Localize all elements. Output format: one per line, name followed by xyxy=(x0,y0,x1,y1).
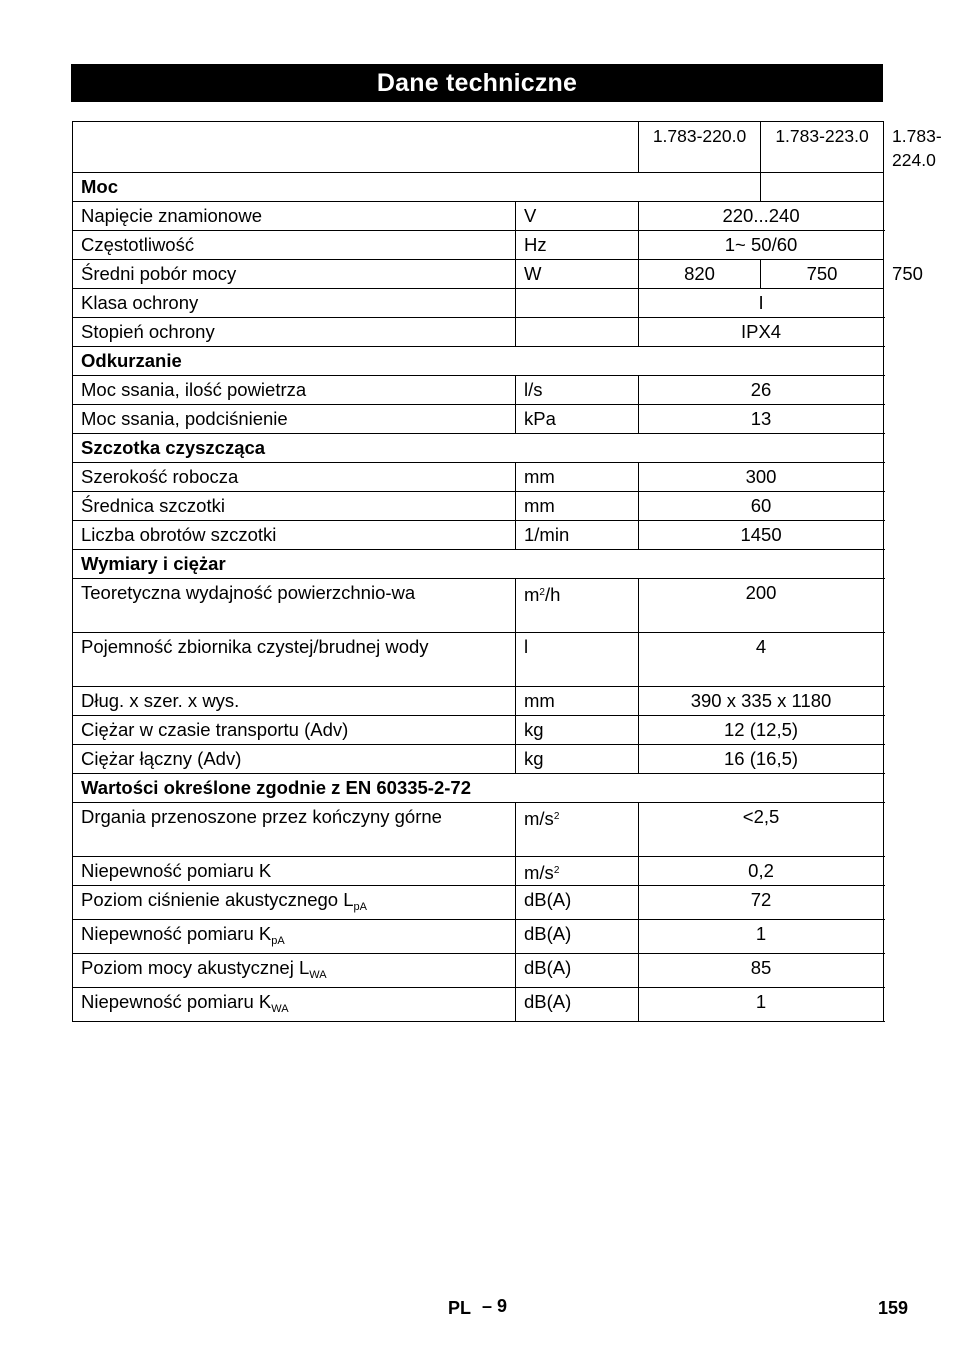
table-row xyxy=(73,492,884,521)
row-label: Dług. x szer. x wys. xyxy=(73,687,516,716)
row-unit: mm xyxy=(516,463,639,492)
row-value: 12 (12,5) xyxy=(639,716,884,745)
row-unit xyxy=(516,803,639,857)
row-value: I xyxy=(639,289,884,318)
table-row xyxy=(73,202,884,231)
table-row xyxy=(73,318,884,347)
table-row xyxy=(73,954,884,988)
model-1: 1.783-220.0 xyxy=(639,122,761,173)
model-2: 1.783-223.0 xyxy=(761,122,884,173)
row-label: Szerokość robocza xyxy=(73,463,516,492)
table-row xyxy=(73,521,884,550)
row-label xyxy=(73,886,516,920)
row-unit xyxy=(516,857,639,886)
section-label: Odkurzanie xyxy=(73,347,884,376)
unit-rest: /h xyxy=(544,584,561,605)
row-label: Ciężar łączny (Adv) xyxy=(73,745,516,774)
row-unit: Hz xyxy=(516,231,639,260)
row-value: 200 xyxy=(639,579,884,633)
row-unit: dB(A) xyxy=(516,988,639,1022)
unit-base: m/s xyxy=(524,808,554,829)
table-row xyxy=(73,405,884,434)
row-unit: dB(A) xyxy=(516,886,639,920)
row-value: 1~ 50/60 xyxy=(639,231,884,260)
table-row xyxy=(73,633,884,687)
row-value: 220...240 xyxy=(639,202,884,231)
label-text: Poziom ciśnienie akustycznego L xyxy=(81,889,354,910)
label-text: Niepewność pomiaru K xyxy=(81,991,272,1012)
footer-section-page: – 9 xyxy=(482,1296,508,1316)
row-label: Średnica szczotki xyxy=(73,492,516,521)
row-label: Stopień ochrony xyxy=(73,318,516,347)
row-label: Napięcie znamionowe xyxy=(73,202,516,231)
section-row-odkurzanie xyxy=(73,347,884,376)
technical-data-table xyxy=(72,121,942,1022)
label-subscript: pA xyxy=(271,935,285,947)
section-row-wartosci xyxy=(73,774,884,803)
table-row xyxy=(73,289,884,318)
section-row-moc xyxy=(73,173,884,202)
table-row xyxy=(73,579,884,633)
footer-page-number: 159 xyxy=(878,1298,909,1318)
label-subscript: pA xyxy=(353,901,367,913)
row-label: Ciężar w czasie transportu (Adv) xyxy=(73,716,516,745)
label-text: Niepewność pomiaru K xyxy=(81,923,272,944)
section-row-szczotka xyxy=(73,434,884,463)
table-row xyxy=(73,376,884,405)
section-label: Moc xyxy=(73,173,761,202)
section-label: Szczotka czyszcząca xyxy=(73,434,884,463)
label-subscript: WA xyxy=(309,969,327,981)
row-label: Niepewność pomiaru K xyxy=(73,857,516,886)
table-row xyxy=(73,716,884,745)
row-unit xyxy=(516,289,639,318)
row-unit: mm xyxy=(516,687,639,716)
section-label: Wartości określone zgodnie z EN 60335-2-72 xyxy=(73,774,884,803)
footer-language: PL xyxy=(448,1298,472,1318)
table-header-row: 1.783-220.0 1.783-223.0 1.783-224.0 xyxy=(73,122,884,173)
table-row xyxy=(73,231,884,260)
row-unit: l xyxy=(516,633,639,687)
row-value: 85 xyxy=(639,954,884,988)
table-row xyxy=(73,803,884,857)
row-value: 1450 xyxy=(639,521,884,550)
row-unit: 1/min xyxy=(516,521,639,550)
section-row-wymiary xyxy=(73,550,884,579)
row-value: 26 xyxy=(639,376,884,405)
row-value: 1 xyxy=(639,988,884,1022)
row-value: 13 xyxy=(639,405,884,434)
table-row xyxy=(73,920,884,954)
row-label: Teoretyczna wydajność powierzchnio-wa xyxy=(73,579,516,633)
label-text: Poziom mocy akustycznej L xyxy=(81,957,310,978)
table-row xyxy=(73,886,884,920)
label-subscript: WA xyxy=(271,1003,289,1015)
row-value: 72 xyxy=(639,886,884,920)
page-title: Dane techniczne xyxy=(71,64,883,102)
row-unit: dB(A) xyxy=(516,920,639,954)
empty-cell xyxy=(761,173,884,202)
row-label xyxy=(73,988,516,1022)
row-unit xyxy=(516,318,639,347)
row-unit xyxy=(516,579,639,633)
row-value: 0,2 xyxy=(639,857,884,886)
row-unit: l/s xyxy=(516,376,639,405)
unit-superscript: 2 xyxy=(553,865,560,876)
unit-superscript: 2 xyxy=(553,811,560,822)
row-unit: kPa xyxy=(516,405,639,434)
unit-base: m/s xyxy=(524,862,554,883)
row-label: Pojemność zbiornika czystej/brudnej wody xyxy=(73,633,516,687)
row-label xyxy=(73,954,516,988)
table-row xyxy=(73,687,884,716)
row-value: <2,5 xyxy=(639,803,884,857)
row-label: Drgania przenoszone przez kończyny górne xyxy=(73,803,516,857)
unit-base: m xyxy=(524,584,540,605)
row-value: 300 xyxy=(639,463,884,492)
row-label xyxy=(73,920,516,954)
row-label: Moc ssania, ilość powietrza xyxy=(73,376,516,405)
row-unit: W xyxy=(516,260,639,289)
row-label: Średni pobór mocy xyxy=(73,260,516,289)
section-label: Wymiary i ciężar xyxy=(73,550,884,579)
row-unit: V xyxy=(516,202,639,231)
row-label: Liczba obrotów szczotki xyxy=(73,521,516,550)
table-row: Średni pobór mocy W 820 750 750 xyxy=(73,260,884,289)
unit-superscript: 2 xyxy=(539,587,545,598)
row-unit: kg xyxy=(516,716,639,745)
row-value-model-2: 750 xyxy=(761,260,884,289)
table-row xyxy=(73,988,884,1022)
row-unit: mm xyxy=(516,492,639,521)
row-value-model-1: 820 xyxy=(639,260,761,289)
header-empty-cell xyxy=(73,122,639,173)
row-label: Moc ssania, podciśnienie xyxy=(73,405,516,434)
row-value: 1 xyxy=(639,920,884,954)
row-value: 4 xyxy=(639,633,884,687)
row-value: IPX4 xyxy=(639,318,884,347)
table-row xyxy=(73,857,884,886)
row-label: Częstotliwość xyxy=(73,231,516,260)
row-label: Klasa ochrony xyxy=(73,289,516,318)
table-row xyxy=(73,463,884,492)
row-value: 390 x 335 x 1180 xyxy=(639,687,884,716)
row-value: 16 (16,5) xyxy=(639,745,884,774)
row-unit: kg xyxy=(516,745,639,774)
row-value: 60 xyxy=(639,492,884,521)
row-unit: dB(A) xyxy=(516,954,639,988)
table-row xyxy=(73,745,884,774)
